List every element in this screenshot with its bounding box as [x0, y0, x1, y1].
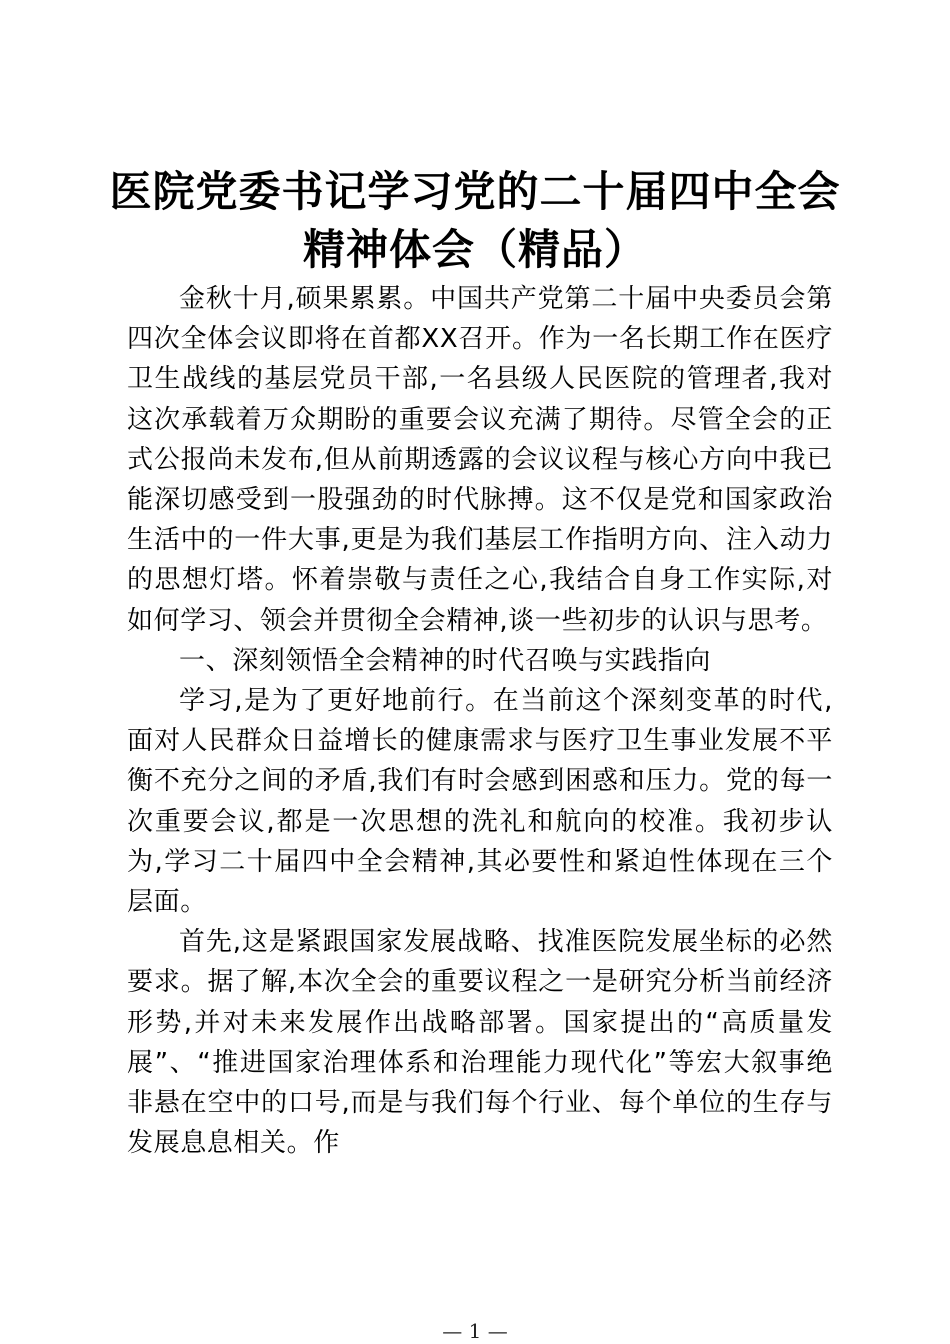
- section-heading-1: 一、深刻领悟全会精神的时代召唤与实践指向: [179, 645, 712, 676]
- paragraph-learning: 学习,是为了更好地前行。在当前这个深刻变革的时代,面对人民群众日益增长的健康需求与医疗卫生事业发展不平衡不充分之间的矛盾,我们有时会感到困惑和压力。党的每一次重要会议,都是一次思想的洗礼和航向的校准。我初步认为,学习二十届四中全会精神,其必要性和紧迫性体现在三个层面。: [127, 686, 833, 918]
- paragraph-intro: 金秋十月,硕果累累。中国共产党第二十届中央委员会第四次全体会议即将在首都XX召开。作为一名长期工作在医疗卫生战线的基层党员干部,一名县级人民医院的管理者,我对这次承载着万众期盼的重要会议充满了期待。尽管全会的正式公报尚未发布,但从前期透露的会议议程与核心方向中我已能深切感受到一股强劲的时代脉搏。这不仅是党和国家政治生活中的一件大事,更是为我们基层工作指明方向、注入动力的思想灯塔。怀着崇敬与责任之心,我结合自身工作实际,对如何学习、领会并贯彻全会精神,谈一些初步的认识与思考。: [127, 284, 833, 636]
- paragraph-first-point: 首先,这是紧跟国家发展战略、找准医院发展坐标的必然要求。据了解,本次全会的重要议程之一是研究分析当前经济形势,并对未来发展作出战略部署。国家提出的“高质量发展”、“推进国家治理体系和治理能力现代化”等宏大叙事绝非悬在空中的口号,而是与我们每个行业、每个单位的生存与发展息息相关。作: [127, 927, 833, 1159]
- document-body: [127, 279, 833, 1163]
- page-number: — 1 —: [442, 1319, 508, 1343]
- document-title-line-2: 精神体会（精品）: [302, 225, 647, 274]
- document-title-line-1: 医院党委书记学习党的二十届四中全会: [109, 167, 841, 216]
